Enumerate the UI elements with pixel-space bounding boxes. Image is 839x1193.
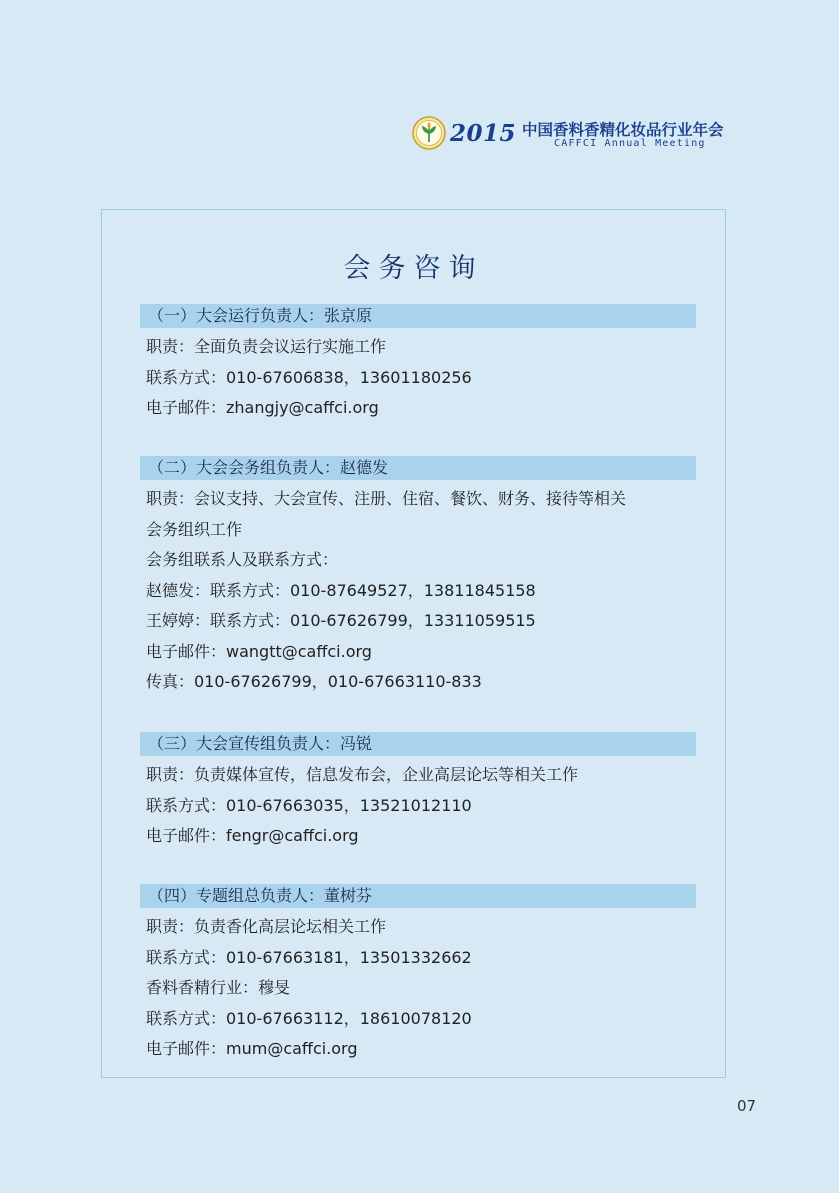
page-title: 会务咨询 xyxy=(343,253,484,284)
section-conference-affairs xyxy=(140,456,696,698)
section-line: 传真：010-67626799，010-67663110-833 xyxy=(146,672,482,691)
section-publicity xyxy=(140,732,696,852)
section-line: 会务组联系人及联系方式： xyxy=(146,550,339,569)
page-header xyxy=(412,114,742,158)
section-heading: （二）大会会务组负责人：赵德发 xyxy=(140,456,696,480)
section-line: 联系方式：010-67663035，13521012110 xyxy=(146,795,472,815)
section-line: 联系方式：010-67606838，13601180256 xyxy=(146,367,472,387)
header-year: 2015 xyxy=(450,120,517,147)
section-line: 联系方式：010-67663181，13501332662 xyxy=(146,947,472,967)
content-panel xyxy=(101,209,726,1078)
section-line: 职责：负责香化高层论坛相关工作 xyxy=(146,917,387,936)
section-line: 职责：全面负责会议运行实施工作 xyxy=(146,337,387,356)
header-title-cn: 中国香料香精化妆品行业年会 xyxy=(522,120,724,139)
section-line: 电子邮件：wangtt@caffci.org xyxy=(146,641,372,661)
section-line: 联系方式：010-67663112，18610078120 xyxy=(146,1008,472,1028)
section-heading: （三）大会宣传组负责人：冯锐 xyxy=(140,732,696,756)
section-line: 职责：负责媒体宣传，信息发布会，企业高层论坛等相关工作 xyxy=(146,765,579,784)
section-heading: （一）大会运行负责人：张京原 xyxy=(140,304,696,328)
section-line: 赵德发：联系方式：010-87649527，13811845158 xyxy=(146,580,536,600)
header-title-en: CAFFCI Annual Meeting xyxy=(554,138,706,149)
section-special-topics xyxy=(140,884,696,1065)
section-operations xyxy=(140,304,696,424)
section-line: 电子邮件：mum@caffci.org xyxy=(146,1039,358,1058)
caffci-logo-icon xyxy=(412,116,446,150)
section-line: 香料香精行业：穆旻 xyxy=(146,978,291,997)
section-line: 电子邮件：zhangjy@caffci.org xyxy=(146,398,379,417)
section-line: 王婷婷：联系方式：010-67626799，13311059515 xyxy=(146,611,536,630)
section-heading: （四）专题组总负责人：董树芬 xyxy=(140,884,696,908)
section-line: 职责：会议支持、大会宣传、注册、住宿、餐饮、财务、接待等相关 xyxy=(146,489,627,508)
page-number: 07 xyxy=(737,1097,757,1115)
section-line: 会务组织工作 xyxy=(146,519,243,539)
section-line: 电子邮件：fengr@caffci.org xyxy=(146,826,359,845)
